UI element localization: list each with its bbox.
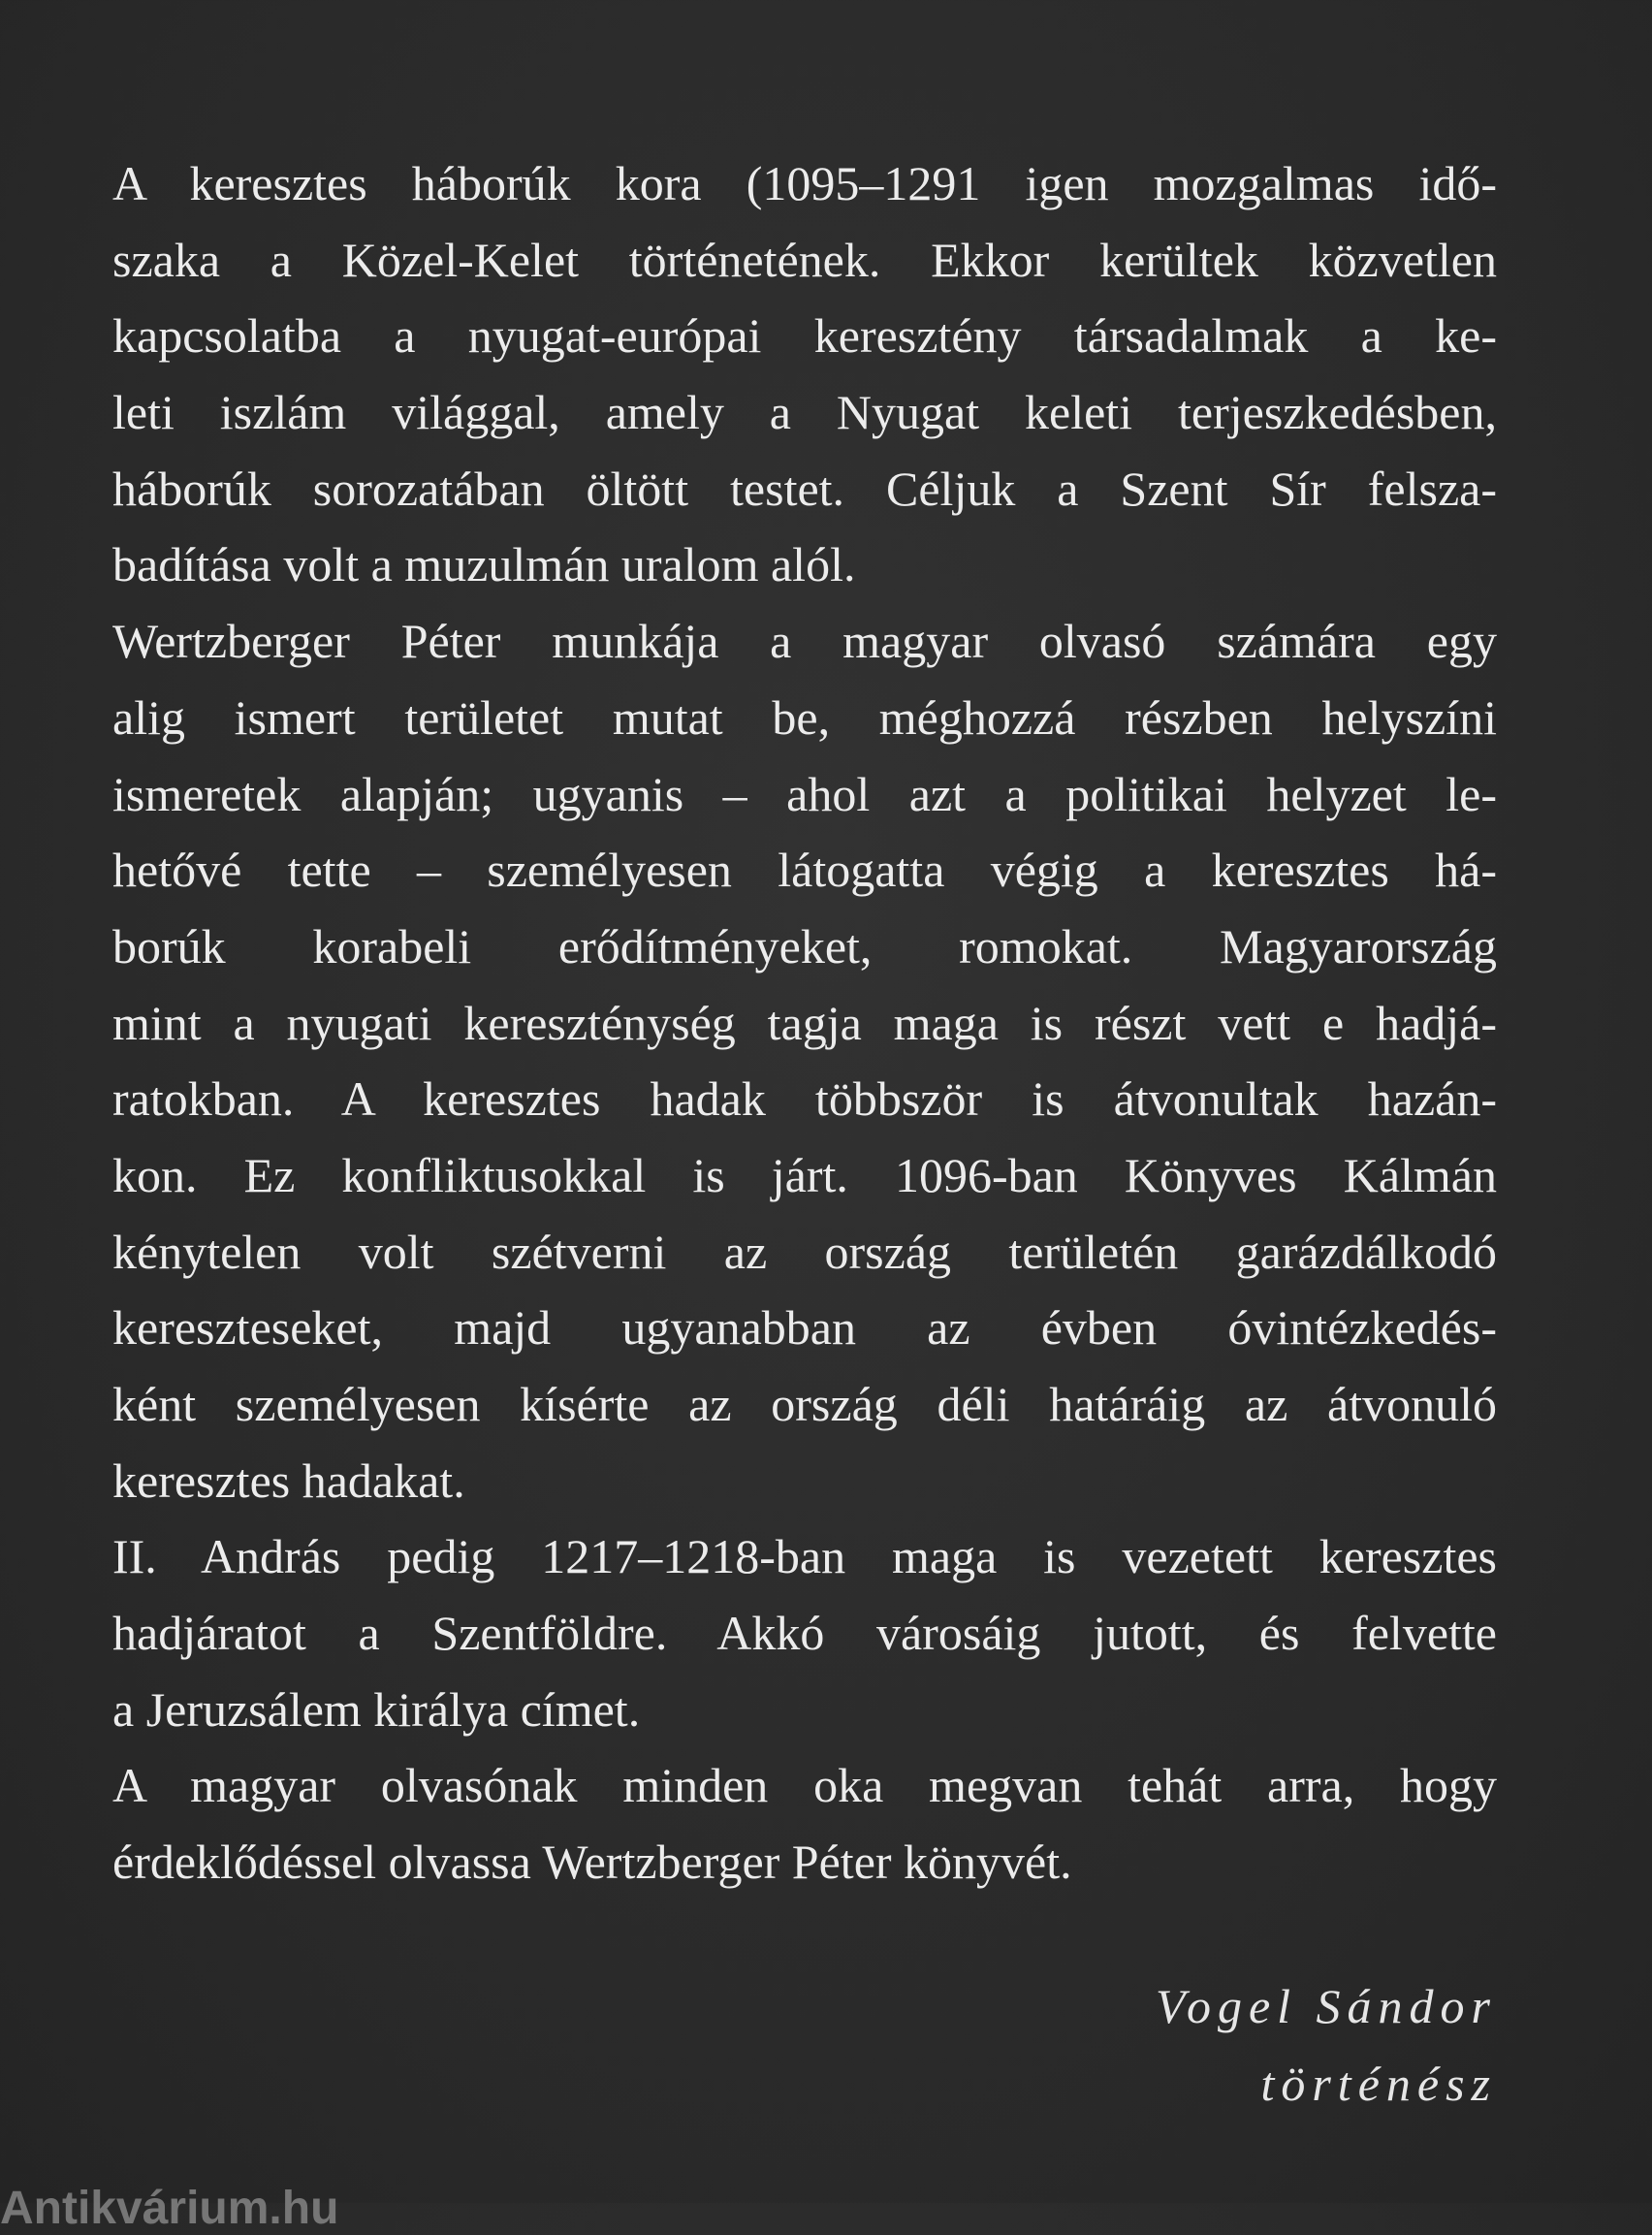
back-cover-text xyxy=(112,145,1497,1900)
text-line: borúk korabeli erődítményeket, romokat. Magyarország xyxy=(112,918,1497,974)
text-line: kereszteseket, majd ugyanabban az évben óvintézkedés- xyxy=(112,1300,1497,1356)
text-line: ként személyesen kísérte az ország déli határáig az átvonuló xyxy=(112,1377,1497,1431)
text-line: hetővé tette – személyesen látogatta végig a keresztes há- xyxy=(112,843,1497,898)
text-line: A keresztes háborúk kora (1095–1291 igen mozgalmas idő- xyxy=(112,156,1497,210)
paragraph xyxy=(112,603,1497,1518)
paragraph xyxy=(112,145,1497,603)
text-line: alig ismert területet mutat be, méghozzá részben helyszíni xyxy=(112,689,1497,745)
paragraph xyxy=(112,1747,1497,1900)
text-line: ratokban. A keresztes hadak többször is átvonultak hazán- xyxy=(112,1071,1497,1127)
text-line: kon. Ez konfliktusokkal is járt. 1096-ban Könyves Kálmán xyxy=(112,1147,1497,1202)
text-line: kénytelen volt szétverni az ország területén garázdálkodó xyxy=(112,1224,1497,1279)
text-line: II. András pedig 1217–1218-ban maga is vezetett keresztes xyxy=(112,1529,1497,1584)
text-line: mint a nyugati kereszténység tagja maga is részt vett e hadjá- xyxy=(112,995,1497,1050)
text-line: Wertzberger Péter munkája a magyar olvasó számára egy xyxy=(112,614,1497,669)
author-name: Vogel Sándor xyxy=(1155,1979,1497,2033)
text-line: leti iszlám világgal, amely a Nyugat keleti terjeszkedésben, xyxy=(112,385,1497,440)
text-line: badítása volt a muzulmán uralom alól. xyxy=(112,537,856,592)
text-line: ismeretek alapján; ugyanis – ahol azt a politikai helyzet le- xyxy=(112,766,1497,821)
text-line: a Jeruzsálem királya címet. xyxy=(112,1681,641,1737)
author-title: történész xyxy=(1260,2057,1497,2111)
text-line: keresztes hadakat. xyxy=(112,1453,465,1508)
text-line: A magyar olvasónak minden oka megvan tehát arra, hogy xyxy=(112,1758,1497,1813)
watermark: Antikvárium.hu xyxy=(0,2183,339,2234)
text-line: szaka a Közel-Kelet történetének. Ekkor kerültek közvetlen xyxy=(112,232,1497,287)
paragraph xyxy=(112,1518,1497,1747)
text-line: érdeklődéssel olvassa Wertzberger Péter könyvét. xyxy=(112,1835,1072,1890)
text-line: hadjáratot a Szentföldre. Akkó városáig jutott, és felvette xyxy=(112,1606,1497,1661)
text-line: háborúk sorozatában öltött testet. Céljuk a Szent Sír felsza- xyxy=(112,461,1497,516)
text-line: kapcsolatba a nyugat-európai keresztény társadalmak a ke- xyxy=(112,308,1497,364)
